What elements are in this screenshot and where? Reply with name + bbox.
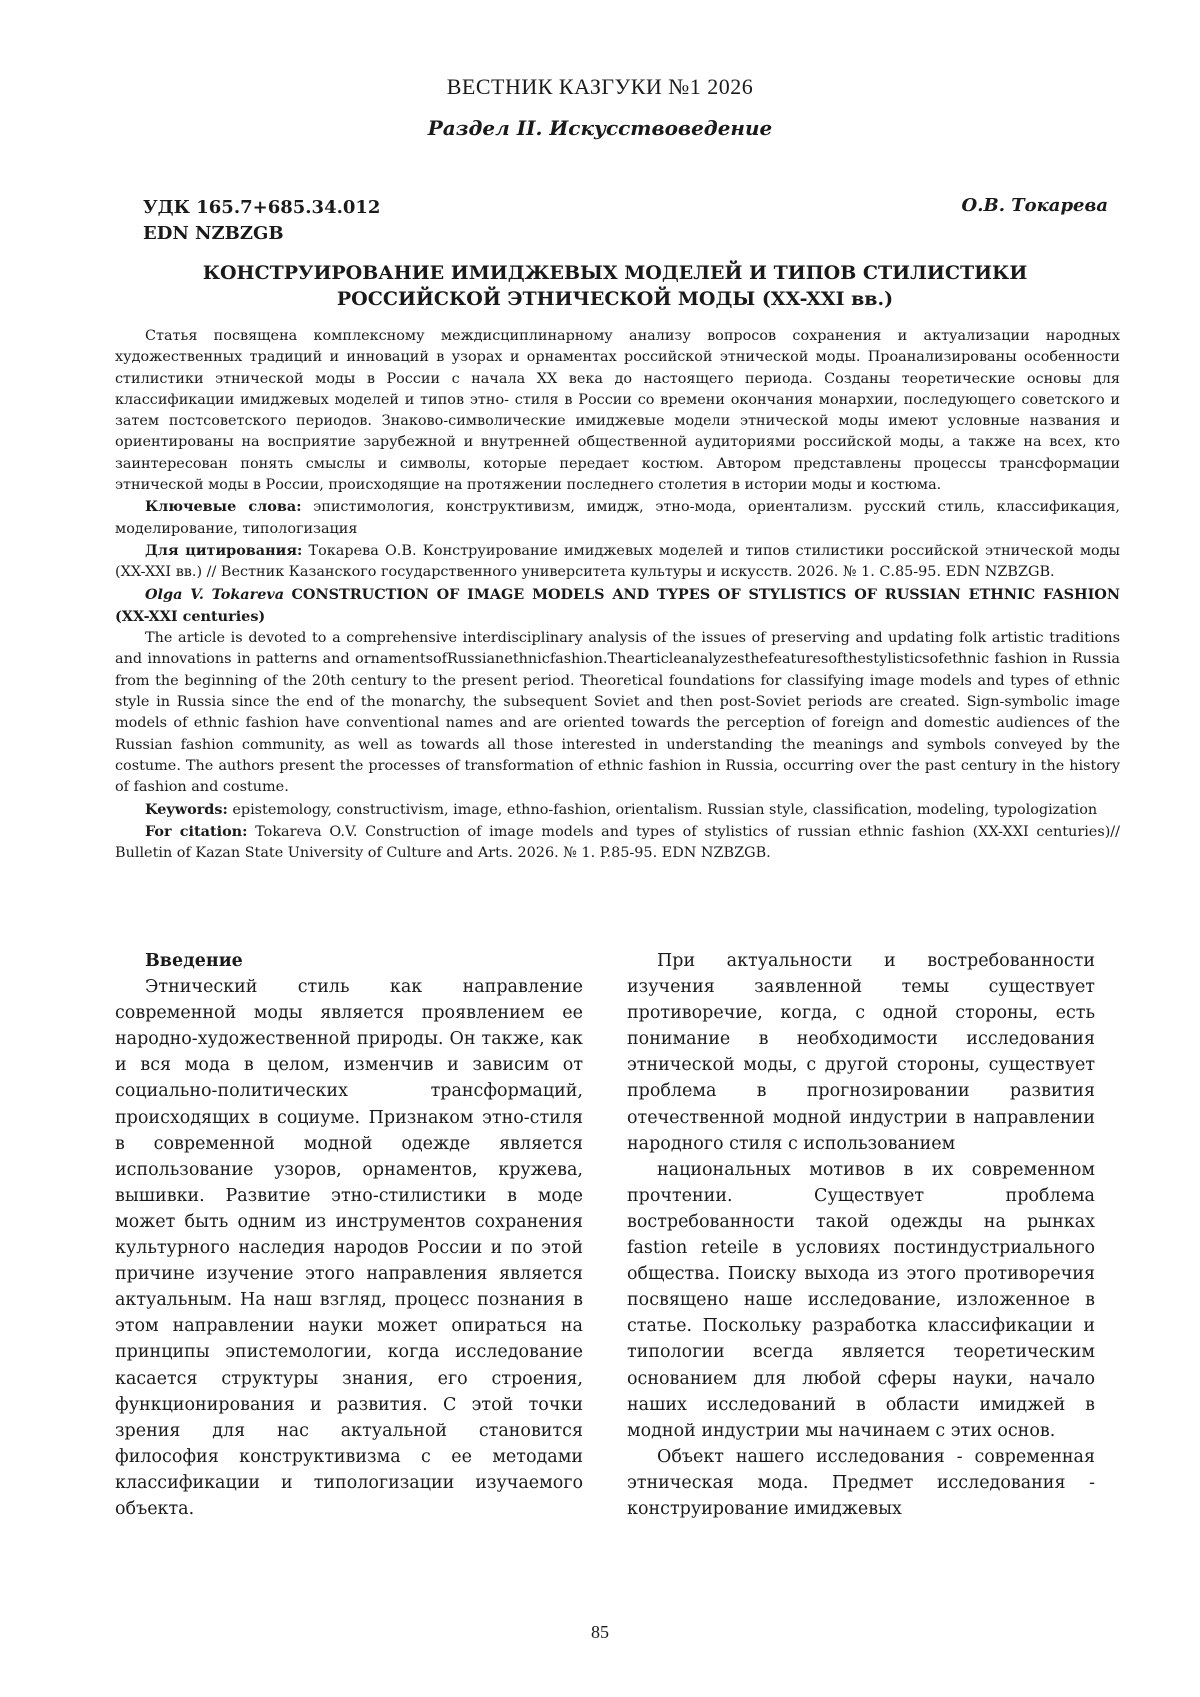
keywords-en [115,799,1120,821]
citation-ru [115,540,1120,584]
abstract-en: The article is devoted to a comprehensive interdisciplinary analysis of the issues of preserving and updating folk artistic traditions and innovations in patterns and ornamentsofRussianethnicfashion.Thearticleanalyzesthefeaturesofthestylisticsofethnic fashion in Russia from the beginning of the 20th century to the present period. Theoretical foundations for classifying image models and types of ethnic style in Russia since the end of the monarchy, the subsequent Soviet and then post-Soviet periods are created. Sign-symbolic image models of ethnic fashion have conventional names and are oriented towards the perception of foreign and domestic audiences of the Russian fashion community, as well as towards all those interested in understanding the meanings and symbols conveyed by the costume. The authors present the processes of transformation of ethnic fashion in Russia, occurring over the past century in the history of fashion and costume. [115,630,1120,796]
english-title-line [115,584,1120,629]
udk-block [143,195,380,247]
abstract-ru: Статья посвящена комплексному междисциплинарному анализу вопросов сохранения и актуализации народных художественных традиций и инноваций в узорах и орнаментах российской этнической моды. Проанализированы особенности стилистики этнической моды в России с начала XX века до настоящего периода. Созданы теоретические основы для классификации имиджевых моделей и типов этно- стиля в России со времени окончания монархии, последующего советского и затем постсоветского периодов. Знаково-символические имиджевые модели этнической моды имеют условные названия и ориентированы на восприятие зарубежной и внутренней общественной аудиториями российской моды, а также на всех, кто заинтересован понять смыслы и символы, которые передает костюм. Автором представлены процессы трансформации этнической моды в России, происходящие на протяжении последнего столетия в истории моды и костюма. [115,328,1120,494]
keywords-ru-text: эпистимология, конструктивизм, имидж, этно-мода, ориентализм. русский стиль, классификация, моделирование, типологизация [115,499,1120,537]
english-title: CONSTRUCTION OF IMAGE MODELS AND TYPES OF STYLISTICS OF RUSSIAN ETHNIC FASHION (XX-XXI centuries) [115,585,1120,625]
citation-en-text: Tokareva O.V. Construction of image models and types of stylistics of russian ethnic fashion (XX-XXI centuries)// Bulletin of Kazan State University of Culture and Arts. 2026. № 1. P.85-95. EDN NZBZGB. [115,823,1121,862]
body-paragraph: национальных мотивов в их современном прочтении. Существует проблема востребованности такой одежды на рынках fastion reteile в условиях постиндустриального общества. Поиску выхода из этого противоречия посвящено наше исследование, изложенное в статье. Поскольку разработка классификации и типологии всегда является теоретическим основанием для любой сферы науки, начало наших исследований в области имиджей в модной индустрии мы начинаем с этих основ. [627,1159,1095,1441]
english-author: Olga V. Tokareva [145,585,285,603]
citation-ru-text: Токарева О.В. Конструирование имиджевых моделей и типов стилистики российской этнической моды (XX-XXI вв.) // Вестник Казанского государственного университета культуры и искусств. 2026. № 1. С.85-95. EDN NZBZGB. [115,542,1121,581]
keywords-en-text: epistemology, constructivism, image, ethno-fashion, orientalism. Russian style, classification, modeling, typologization [232,801,1098,818]
article-title: КОНСТРУИРОВАНИЕ ИМИДЖЕВЫХ МОДЕЛЕЙ И ТИПОВ СТИЛИСТИКИ РОССИЙСКОЙ ЭТНИЧЕСКОЙ МОДЫ (XX-XXI вв.) [202,262,1028,310]
keywords-ru-label: Ключевые слова: [145,498,302,516]
body-paragraph: Объект нашего исследования - современная этническая мода. Предмет исследования - конструирование имиджевых [627,1446,1095,1519]
left-column [115,948,583,1522]
page-number: 85 [591,1622,609,1642]
body-paragraph: При актуальности и востребованности изучения заявленной темы существует противоречие, когда, с одной стороны, есть понимание в необходимости исследования этнической моды, с другой стороны, существует проблема в прогнозировании развития отечественной модной индустрии в направлении народного стиля с использованием [627,951,1095,1154]
right-column [627,948,1095,1522]
abstract-block [115,326,1120,864]
body-paragraph: Этнический стиль как направление современной моды является проявлением ее народно-художественной природы. Он также, как и вся мода в целом, изменчив и зависим от социально-политических трансформаций, происходящих в социуме. Признаком этно-стиля в современной модной одежде является использование узоров, орнаментов, кружева, вышивки. Развитие этно-стилистики в моде может быть одним из инструментов сохранения культурного наследия народов России и по этой причине изучение этого направления является актуальным. На наш взгляд, процесс познания в этом направлении науки может опираться на принципы эпистемологии, когда исследование касается структуры знания, его строения, функционирования и развития. С этой точки зрения для нас актуальной становится философия конструктивизма с ее методами классификации и типологизации изучаемого объекта. [115,977,583,1519]
introduction-heading: Введение [145,951,243,971]
edn-code: EDN NZBZGB [143,223,284,244]
citation-ru-label: Для цитирования: [145,541,303,559]
section-title: Раздел II. Искусствоведение [427,116,773,140]
journal-header: ВЕСТНИК КАЗГУКИ №1 2026 [446,74,754,99]
udk-code: УДК 165.7+685.34.012 [143,197,381,218]
author-name: О.В. Токарева [961,195,1108,216]
keywords-ru [115,496,1120,540]
citation-en-label: For citation: [145,822,248,840]
keywords-en-label: Keywords: [145,800,228,818]
citation-en [115,821,1120,865]
